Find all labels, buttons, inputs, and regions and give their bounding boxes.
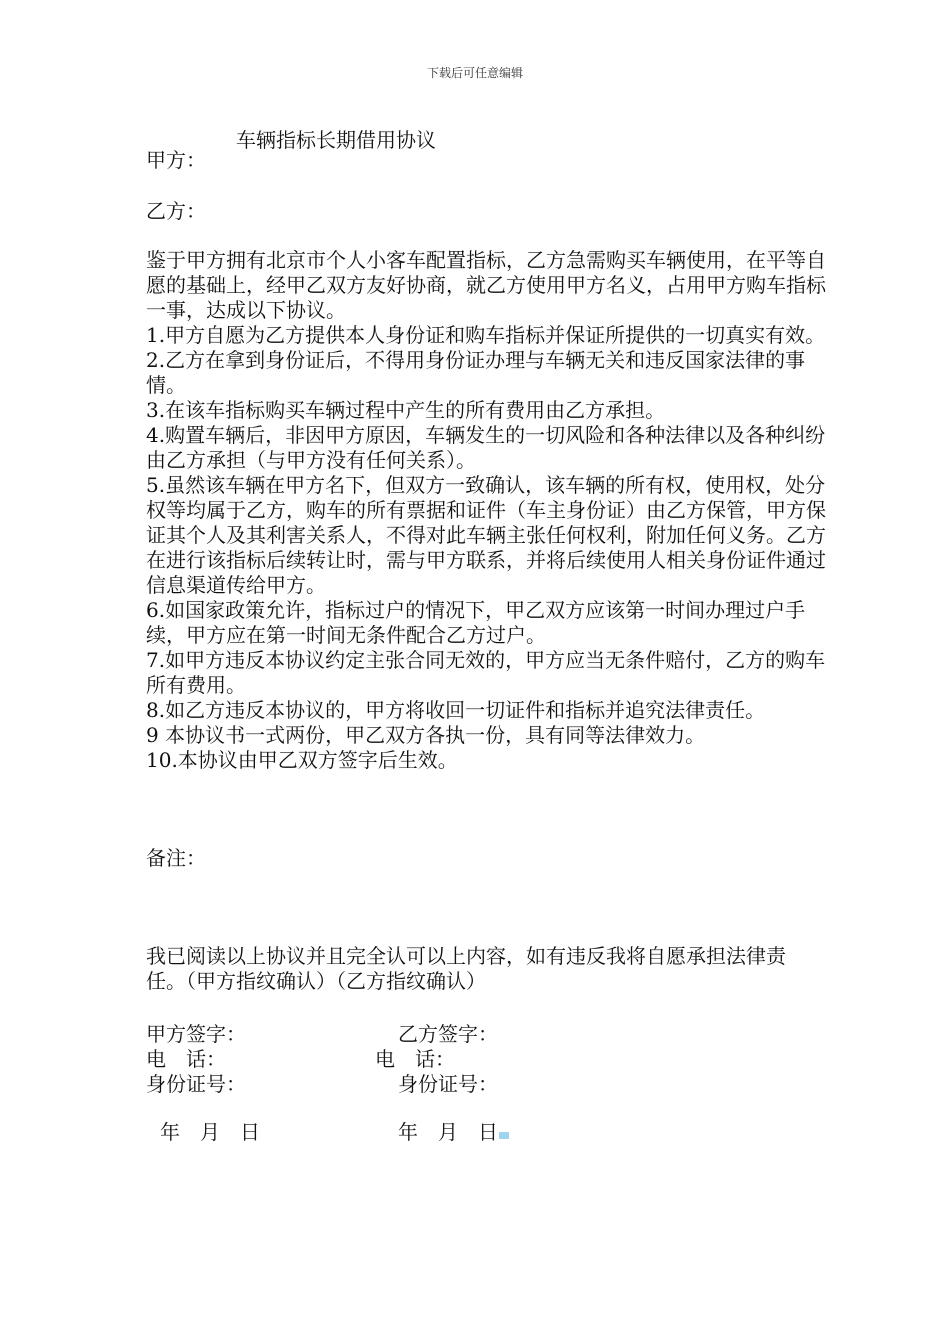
party-b-id-label: 身份证号： (398, 1072, 498, 1096)
clause-1: 1.甲方自愿为乙方提供本人身份证和购车指标并保证所提供的一切真实有效。 (146, 323, 826, 347)
text-cursor-marker (499, 1132, 509, 1139)
party-b-date: 年 月 日 (398, 1120, 498, 1144)
confirmation-statement: 我已阅读以上协议并且完全认可以上内容，如有违反我将自愿承担法律责任。（甲方指纹确认）（乙方指纹确认） (146, 944, 786, 993)
party-b-date-row (398, 1120, 509, 1145)
agreement-body (146, 248, 826, 773)
clause-6: 6.如国家政策允许，指标过户的情况下，甲乙双方应该第一时间办理过户手续，甲方应在第一时间无条件配合乙方过户。 (146, 598, 806, 647)
party-a-label: 甲方： (146, 148, 206, 172)
clause-4: 4.购置车辆后，非因甲方原因，车辆发生的一切风险和各种法律以及各种纠纷由乙方承担（与甲方没有任何关系）。 (146, 423, 826, 472)
party-a-id-label: 身份证号： (146, 1072, 246, 1096)
clause-5: 5.虽然该车辆在甲方名下，但双方一致确认，该车辆的所有权，使用权，处分权等均属于乙方，购车的所有票据和证件（车主身份证）由乙方保管，甲方保证其个人及其利害关系人，不得对此车辆主张任何权利，附加任何义务。乙方在进行该指标后续转让时，需与甲方联系，并将后续使用人相关身份证件通过信息渠道传给甲方。 (146, 473, 826, 597)
clause-9: 9 本协议书一式两份，甲乙双方各执一份，具有同等法律效力。 (146, 723, 706, 747)
clause-8: 8.如乙方违反本协议的，甲方将收回一切证件和指标并追究法律责任。 (146, 698, 766, 722)
clause-10: 10.本协议由甲乙双方签字后生效。 (146, 748, 458, 772)
clause-3: 3.在该车指标购买车辆过程中产生的所有费用由乙方承担。 (146, 398, 666, 422)
party-a-date: 年 月 日 (160, 1120, 260, 1144)
party-a-phone-label: 电 话： (146, 1047, 226, 1071)
party-b-phone-label: 电 话： (375, 1047, 455, 1071)
clause-7: 7.如甲方违反本协议约定主张合同无效的，甲方应当无条件赔付，乙方的购车所有费用。 (146, 648, 826, 697)
party-a-signature-label: 甲方签字： (146, 1022, 246, 1046)
header-note: 下载后可任意编辑 (426, 66, 523, 80)
clause-2: 2.乙方在拿到身份证后，不得用身份证办理与车辆无关和违反国家法律的事情。 (146, 348, 806, 397)
document-title: 车辆指标长期借用协议 (236, 128, 436, 152)
party-b-signature-label: 乙方签字： (398, 1022, 498, 1046)
party-b-label: 乙方： (146, 199, 206, 223)
preamble-paragraph: 鉴于甲方拥有北京市个人小客车配置指标，乙方急需购买车辆使用，在平等自愿的基础上，经甲乙双方友好协商，就乙方使用甲方名义，占用甲方购车指标一事，达成以下协议。 (146, 248, 826, 322)
remark-label: 备注： (146, 846, 206, 870)
